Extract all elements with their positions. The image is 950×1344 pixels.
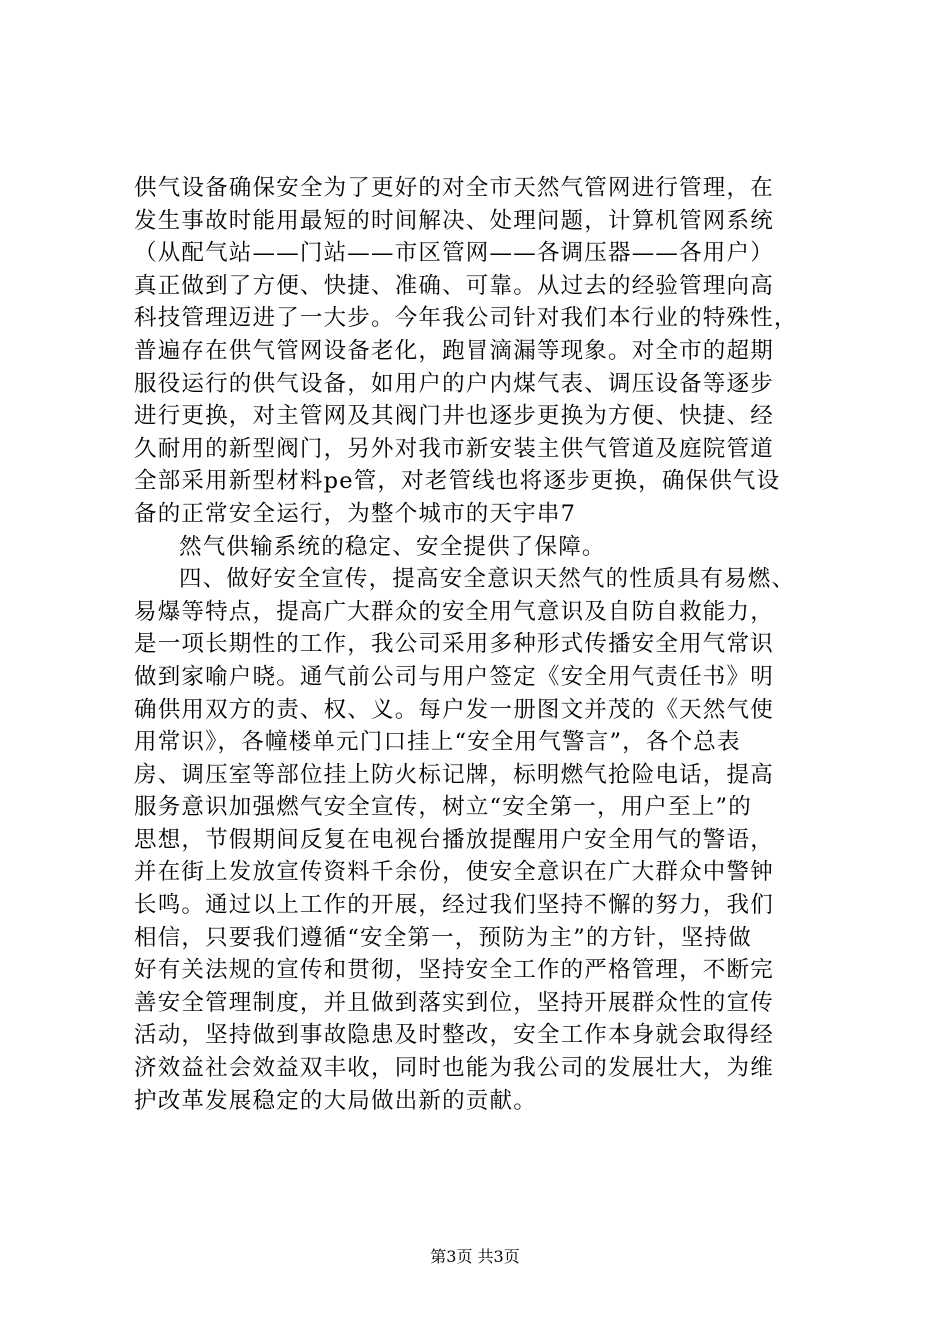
body-text	[134, 172, 834, 1117]
text-line: 是一项长期性的工作，我公司采用多种形式传播安全用气常识	[134, 631, 774, 658]
text-line: 然气供输系统的稳定、安全提供了保障。	[179, 533, 606, 560]
text-line: 供气设备确保安全为了更好的对全市天然气管网进行管理，在	[134, 175, 774, 201]
text-line: 久耐用的新型阀门，另外对我市新安装主供气管道及庭院管道	[134, 435, 774, 462]
text-line: 备的正常安全运行，为整个城市的天宇串7	[134, 500, 577, 527]
text-line: 房、调压室等部位挂上防火标记牌，标明燃气抢险电话，提高	[134, 761, 774, 788]
text-line: 真正做到了方便、快捷、准确、可靠。从过去的经验管理向高	[134, 272, 774, 299]
text-line: 济效益社会效益双丰收，同时也能为我公司的发展壮大，为维	[134, 1055, 774, 1082]
text-line: 好有关法规的宣传和贯彻，坚持安全工作的严格管理，不断完	[134, 957, 774, 984]
text-line: 四、做好安全宣传，提高安全意识天然气的性质具有易燃、	[179, 566, 796, 593]
text-line: 思想，节假期间反复在电视台播放提醒用户安全用气的警语，	[134, 826, 774, 853]
text-line: 并在街上发放宣传资料千余份，使安全意识在广大群众中警钟	[134, 859, 774, 886]
text-line: 发生事故时能用最短的时间解决、处理问题，计算机管网系统	[134, 207, 774, 234]
text-line: 相信，只要我们遵循“安全第一，预防为主”的方针，坚持做	[134, 924, 752, 951]
text-line: 易爆等特点，提高广大群众的安全用气意识及自防自救能力，	[134, 598, 774, 625]
text-line: 科技管理迈进了一大步。今年我公司针对我们本行业的特殊性，	[134, 305, 798, 332]
page-footer: 第3页 共3页	[430, 1247, 520, 1266]
text-line: 确供用双方的责、权、义。每户发一册图文并茂的《天然气使	[134, 696, 774, 723]
text-line: 进行更换，对主管网及其阀门井也逐步更换为方便、快捷、经	[134, 403, 774, 430]
text-line: 善安全管理制度，并且做到落实到位，坚持开展群众性的宣传	[134, 989, 774, 1016]
text-line: 护改革发展稳定的大局做出新的贡献。	[134, 1087, 537, 1114]
text-line: 普遍存在供气管网设备老化，跑冒滴漏等现象。对全市的超期	[134, 337, 774, 364]
text-line: 活动，坚持做到事故隐患及时整改，安全工作本身就会取得经	[134, 1022, 774, 1049]
text-line: 长鸣。通过以上工作的开展，经过我们坚持不懈的努力，我们	[134, 892, 774, 919]
text-line: 全部采用新型材料pe管，对老管线也将逐步更换，确保供气设	[134, 468, 781, 495]
text-line: 服务意识加强燃气安全宣传，树立“安全第一，用户至上”的	[134, 794, 752, 821]
text-line: 服役运行的供气设备，如用户的户内煤气表、调压设备等逐步	[134, 370, 774, 397]
text-line: （从配气站——门站——市区管网——各调压器——各用户）	[134, 240, 774, 267]
text-line: 做到家喻户晓。通气前公司与用户签定《安全用气责任书》明	[134, 663, 774, 690]
text-line: 用常识》，各幢楼单元门口挂上“安全用气警言”，各个总表	[134, 729, 741, 756]
